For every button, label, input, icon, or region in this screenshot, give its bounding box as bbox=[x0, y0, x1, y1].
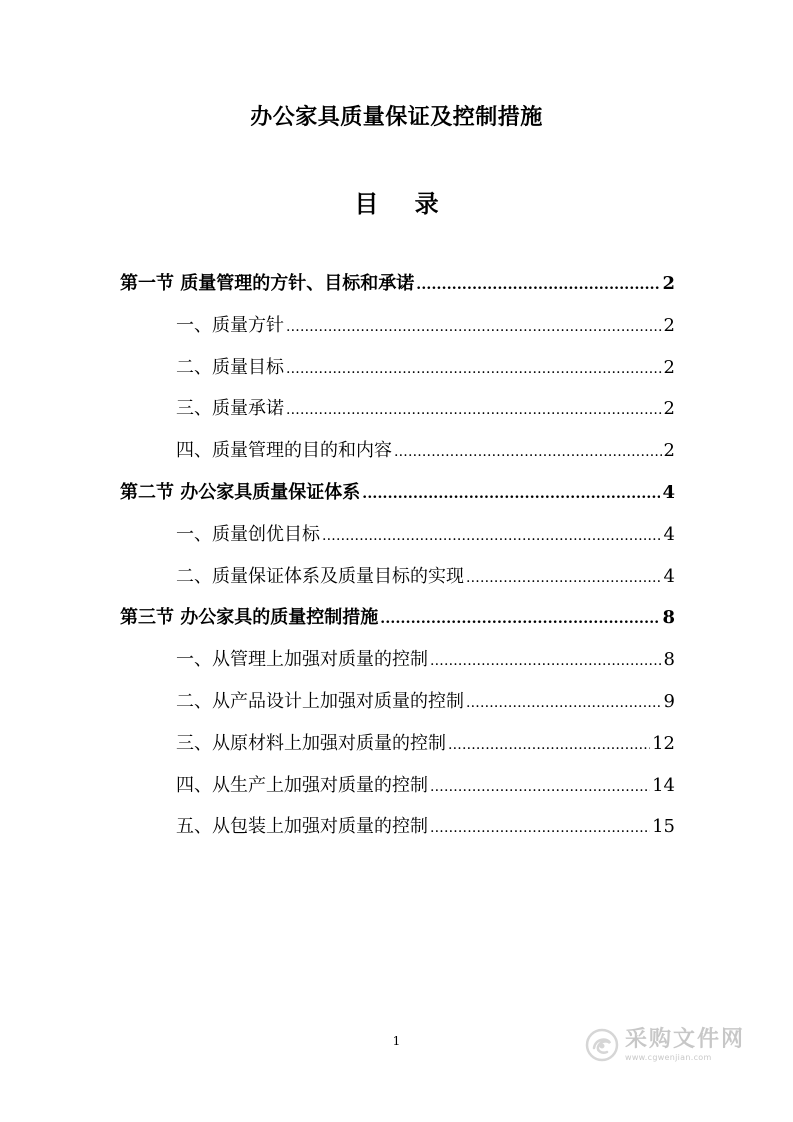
toc-subsection-entry[interactable] bbox=[120, 347, 675, 389]
toc-heading: 目 录 bbox=[354, 189, 453, 218]
toc-entry-page: 2 bbox=[662, 273, 675, 294]
toc-dot-leader bbox=[416, 265, 660, 307]
toc-subsection-entry[interactable] bbox=[120, 430, 675, 472]
toc-subsection-entry[interactable] bbox=[120, 514, 675, 556]
toc-entry-text: 第二节 办公家具质量保证体系 bbox=[120, 481, 361, 503]
toc-entry-text: 一、质量方针 bbox=[176, 314, 284, 336]
toc-subsection-entry[interactable] bbox=[120, 556, 675, 598]
toc-subsection-entry[interactable] bbox=[120, 806, 675, 848]
toc-entry-page: 8 bbox=[663, 649, 675, 671]
toc-dot-leader bbox=[380, 599, 660, 641]
toc-entry-text: 一、质量创优目标 bbox=[176, 523, 320, 545]
toc-entry-page: 4 bbox=[662, 481, 675, 503]
page-number: 1 bbox=[392, 1034, 401, 1048]
toc-entry-text: 第三节 办公家具的质量控制措施 bbox=[120, 607, 379, 629]
toc-entry-text: 五、从包装上加强对质量的控制 bbox=[176, 816, 428, 838]
watermark bbox=[585, 1028, 745, 1062]
watermark-url: www.cgwenjian.com bbox=[624, 1052, 712, 1062]
toc-entry-page: 2 bbox=[663, 314, 675, 336]
toc-entry-text: 三、从原材料上加强对质量的控制 bbox=[176, 732, 446, 754]
table-of-contents bbox=[120, 263, 675, 848]
toc-dot-leader bbox=[430, 767, 650, 809]
toc-section-entry[interactable] bbox=[120, 263, 675, 305]
toc-entry-text: 第一节 质量管理的方针、目标和承诺 bbox=[120, 273, 415, 294]
toc-dot-leader bbox=[286, 390, 662, 432]
toc-dot-leader bbox=[286, 307, 662, 349]
toc-section-entry[interactable] bbox=[120, 597, 675, 639]
toc-entry-text: 四、质量管理的目的和内容 bbox=[176, 440, 392, 462]
toc-entry-page: 2 bbox=[663, 398, 675, 420]
toc-entry-text: 二、质量保证体系及质量目标的实现 bbox=[176, 565, 464, 587]
toc-section-entry[interactable] bbox=[120, 472, 675, 514]
toc-entry-page: 12 bbox=[652, 732, 675, 754]
toc-dot-leader bbox=[322, 516, 662, 558]
toc-subsection-entry[interactable] bbox=[120, 681, 675, 723]
toc-entry-page: 2 bbox=[663, 356, 675, 378]
toc-subsection-entry[interactable] bbox=[120, 388, 675, 430]
toc-entry-page: 2 bbox=[663, 440, 675, 462]
toc-entry-text: 一、从管理上加强对质量的控制 bbox=[176, 649, 428, 671]
toc-entry-text: 二、质量目标 bbox=[176, 356, 284, 378]
toc-entry-text: 四、从生产上加强对质量的控制 bbox=[176, 774, 428, 796]
toc-entry-page: 4 bbox=[663, 565, 675, 587]
toc-dot-leader bbox=[466, 683, 662, 725]
toc-subsection-entry[interactable] bbox=[120, 765, 675, 807]
toc-entry-page: 15 bbox=[652, 816, 675, 838]
toc-subsection-entry[interactable] bbox=[120, 639, 675, 681]
watermark-name: 采购文件网 bbox=[624, 1026, 745, 1052]
toc-dot-leader bbox=[286, 349, 662, 391]
toc-dot-leader bbox=[430, 808, 650, 850]
document-title: 办公家具质量保证及控制措施 bbox=[250, 104, 543, 130]
toc-entry-text: 二、从产品设计上加强对质量的控制 bbox=[176, 690, 464, 712]
toc-entry-page: 9 bbox=[663, 690, 675, 712]
toc-dot-leader bbox=[394, 432, 662, 474]
toc-entry-page: 14 bbox=[652, 774, 675, 796]
toc-subsection-entry[interactable] bbox=[120, 305, 675, 347]
swirl-logo-icon bbox=[585, 1028, 619, 1062]
toc-dot-leader bbox=[466, 558, 662, 600]
watermark-text bbox=[624, 1026, 745, 1062]
toc-entry-page: 8 bbox=[662, 607, 675, 629]
toc-dot-leader bbox=[430, 641, 662, 683]
toc-entry-text: 三、质量承诺 bbox=[176, 398, 284, 420]
toc-dot-leader bbox=[362, 474, 660, 516]
toc-subsection-entry[interactable] bbox=[120, 723, 675, 765]
toc-dot-leader bbox=[448, 725, 650, 767]
toc-entry-page: 4 bbox=[663, 523, 675, 545]
